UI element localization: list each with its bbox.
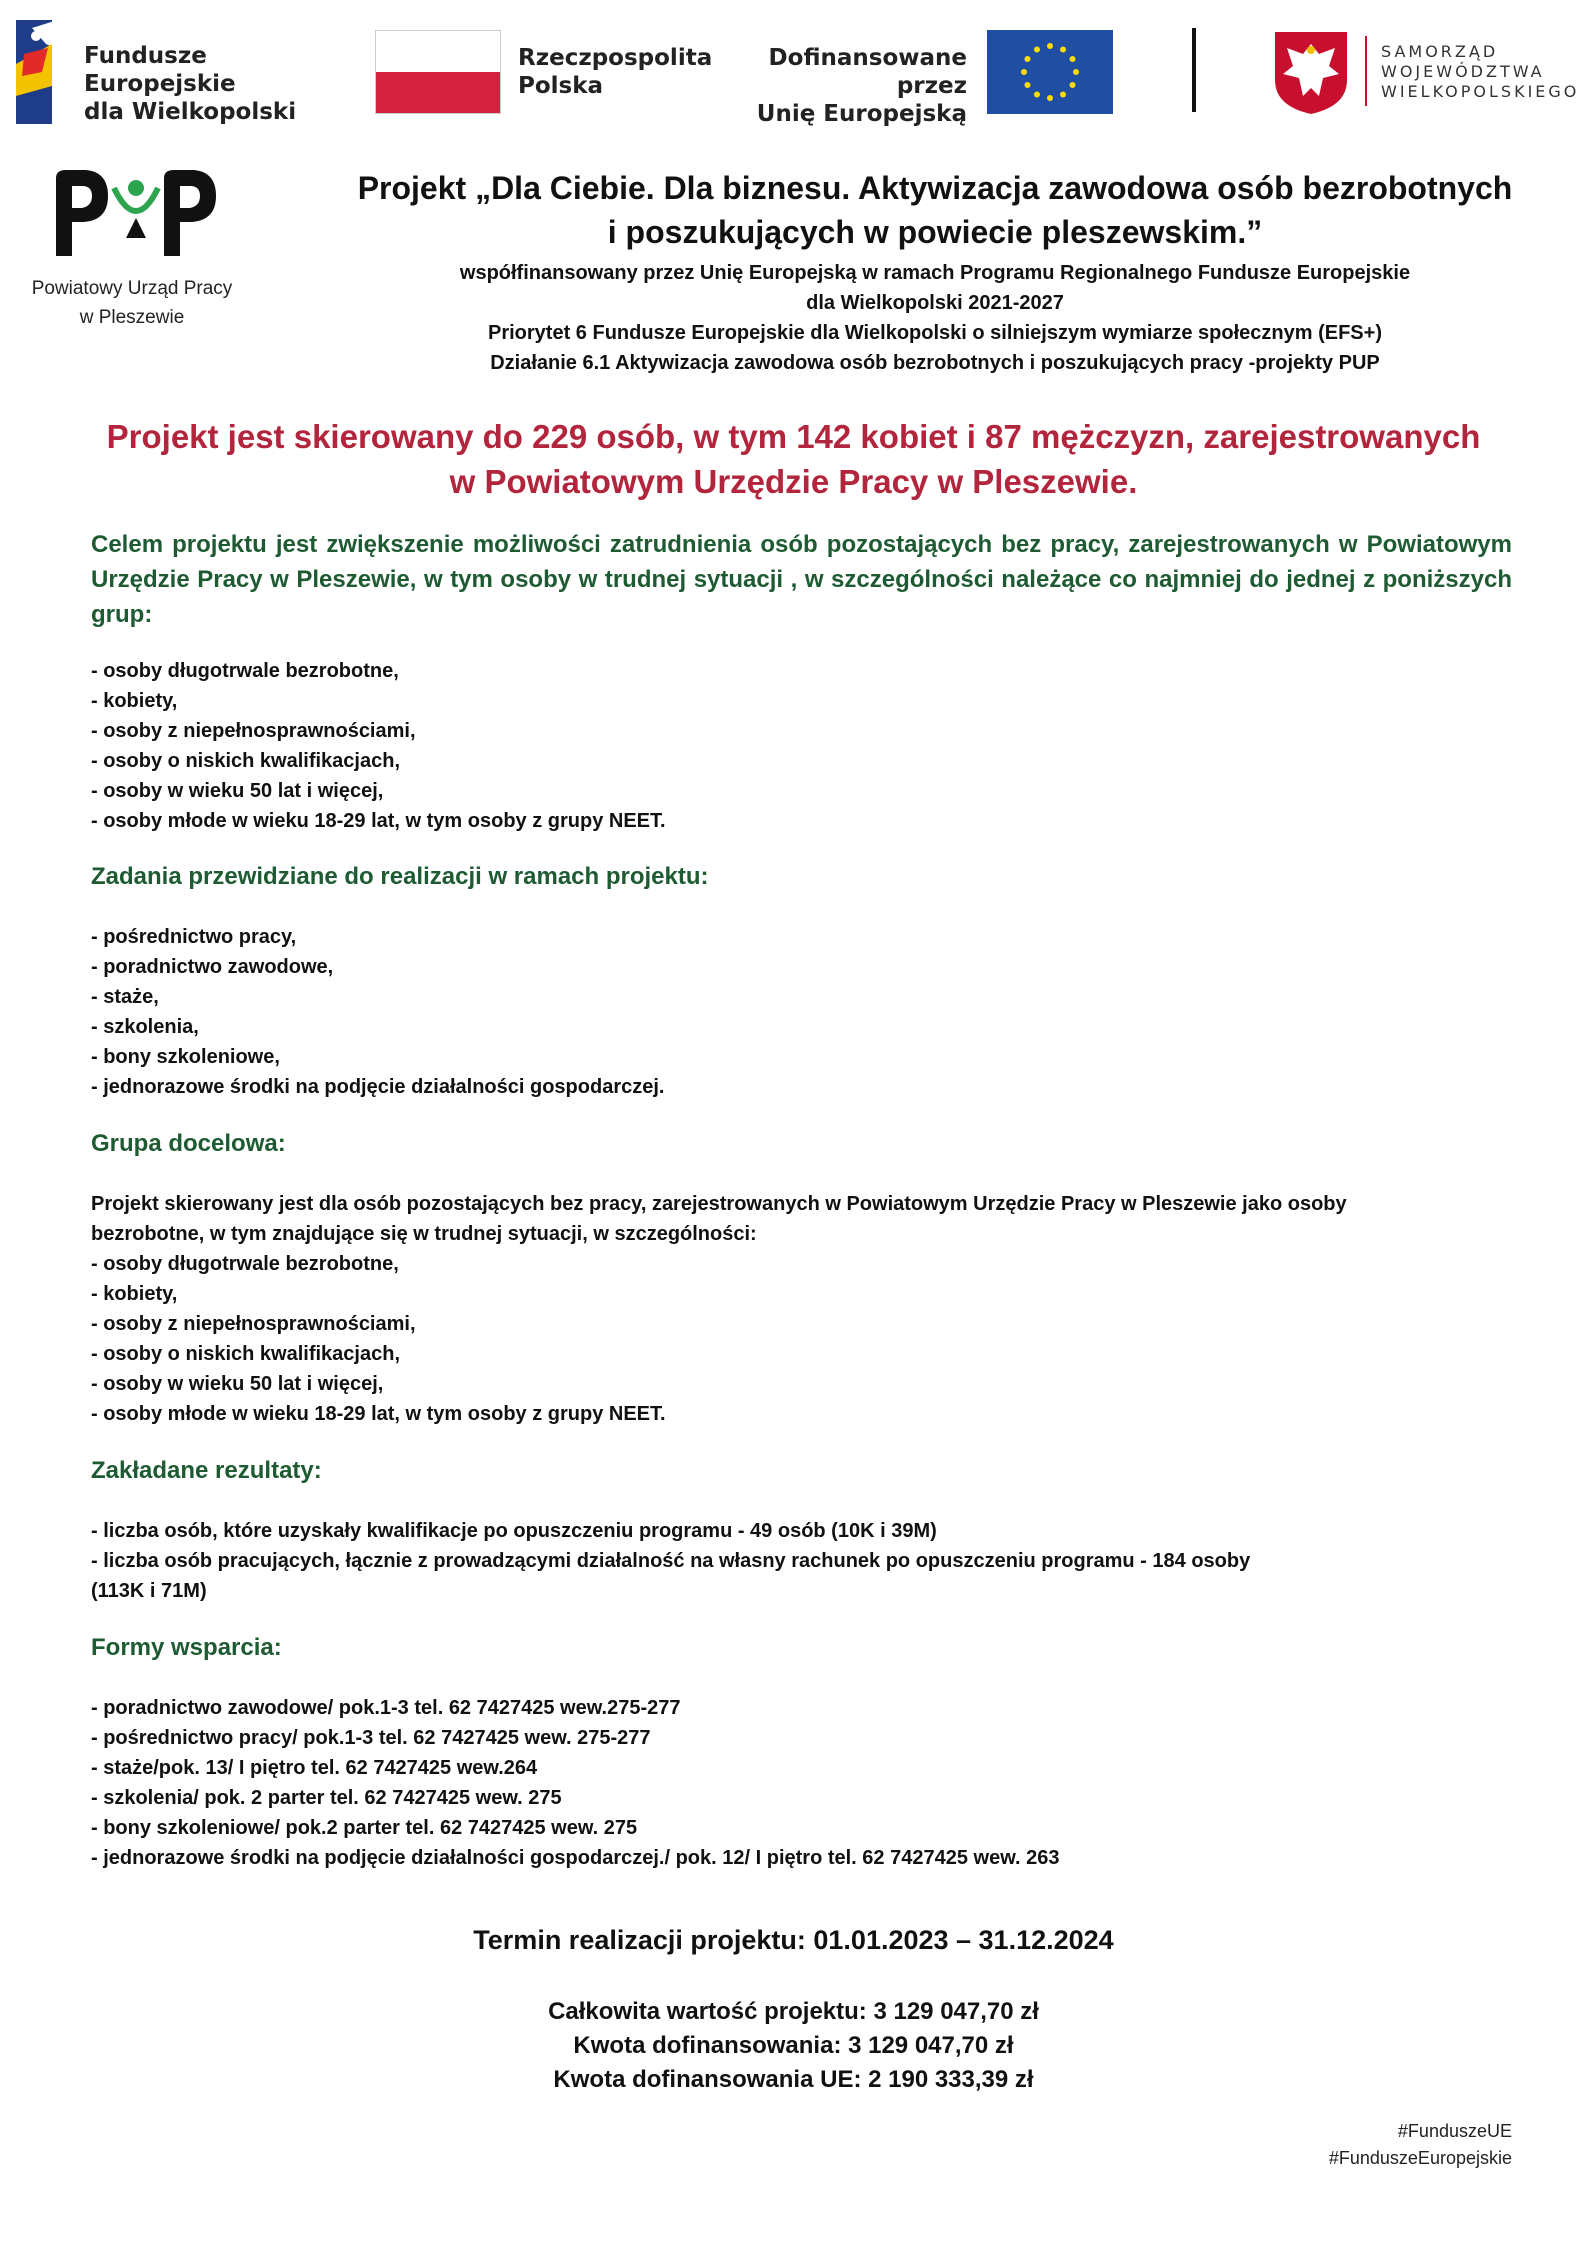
list-item: - szkolenia,: [91, 1016, 199, 1038]
support-heading: Formy wsparcia:: [91, 1634, 282, 1661]
eu-funding-amount: Kwota dofinansowania UE: 2 190 333,39 zł: [553, 2066, 1034, 2093]
results-list: [91, 1516, 1250, 1606]
tasks-heading: Zadania przewidziane do realizacji w ramach projektu:: [91, 863, 709, 890]
eu-flag-icon: [987, 30, 1113, 114]
fe-logo-line: dla Wielkopolski: [84, 99, 297, 125]
fe-logo-icon: [12, 14, 70, 124]
groups-list: [91, 656, 666, 836]
pup-label-line: w Pleszewie: [79, 307, 185, 328]
hashtags: [1329, 2118, 1512, 2172]
finance-block: [40, 1995, 1547, 2097]
list-item: - pośrednictwo pracy,: [91, 926, 297, 948]
samorzad-line: WIELKOPOLSKIEGO: [1381, 82, 1580, 101]
rp-logo-line: Rzeczpospolita: [518, 45, 713, 71]
list-item: - osoby o niskich kwalifikacjach,: [91, 1343, 400, 1365]
eu-logo-line: Unię Europejską: [756, 101, 967, 127]
list-item: - osoby długotrwale bezrobotne,: [91, 1253, 399, 1275]
tasks-list: [91, 922, 664, 1102]
project-title-line: i poszukujących w powiecie pleszewskim.”: [607, 214, 1263, 250]
target-paragraph-line: bezrobotne, w tym znajdujące się w trudnej sytuacji, w szczególności:: [91, 1223, 757, 1245]
hashtag: #FunduszeUE: [1397, 2121, 1512, 2141]
samorzad-logo: [1273, 30, 1580, 116]
rp-logo: [375, 30, 713, 112]
target-block: [91, 1189, 1347, 1429]
project-term: Termin realizacji projektu: 01.01.2023 – 31.12.2024: [473, 1925, 1114, 1955]
polish-flag-icon: [375, 30, 501, 114]
list-item: - osoby z niepełnosprawnościami,: [91, 1313, 416, 1335]
list-item: - bony szkoleniowe,: [91, 1046, 280, 1068]
target-headline-line: w Powiatowym Urzędzie Pracy w Pleszewie.: [449, 463, 1138, 500]
funding-line: współfinansowany przez Unię Europejską w ramach Programu Regionalnego Fundusze Europejskie: [459, 262, 1411, 284]
hashtag: #FunduszeEuropejskie: [1328, 2148, 1512, 2168]
eagle-crest-icon: [1273, 30, 1349, 116]
list-item: - osoby o niskich kwalifikacjach,: [91, 750, 400, 772]
eu-logo-line: Dofinansowane przez: [768, 45, 967, 99]
support-item: - szkolenia/ pok. 2 parter tel. 62 7427425 wew. 275: [91, 1787, 562, 1809]
funding-amount: Kwota dofinansowania: 3 129 047,70 zł: [573, 2032, 1014, 2059]
target-heading: Grupa docelowa:: [91, 1130, 286, 1157]
list-item: - kobiety,: [91, 1283, 178, 1305]
result-line: - liczba osób pracujących, łącznie z prowadzącymi działalność na własny rachunek po opuszczeniu programu - 184 osoby: [91, 1550, 1251, 1572]
action-line: Działanie 6.1 Aktywizacja zawodowa osób bezrobotnych i poszukujących pracy -projekty PUP: [490, 352, 1380, 374]
support-item: - pośrednictwo pracy/ pok.1-3 tel. 62 7427425 wew. 275-277: [91, 1727, 651, 1749]
list-item: - kobiety,: [91, 690, 178, 712]
support-list: [91, 1693, 1060, 1873]
support-item: - jednorazowe środki na podjęcie działalności gospodarczej./ pok. 12/ I piętro tel. 62 7427425 wew. 263: [91, 1847, 1060, 1869]
support-item: - staże/pok. 13/ I piętro tel. 62 7427425 wew.264: [91, 1757, 538, 1779]
total-value: Całkowita wartość projektu: 3 129 047,70 zł: [548, 1998, 1039, 2025]
target-headline-line: Projekt jest skierowany do 229 osób, w tym 142 kobiet i 87 mężczyzn, zarejestrowanych: [106, 418, 1481, 455]
intro-paragraph: Celem projektu jest zwiększenie możliwości zatrudnienia osób pozostających bez pracy, zarejestrowanych w Powiatowym Urzędzie Pracy w Pleszewie, w tym osoby w trudnej sytuacji , w szczególności należące co najmniej do jednej z poniższych grup:: [91, 531, 1512, 628]
list-item: - osoby młode w wieku 18-29 lat, w tym osoby z grupy NEET.: [91, 1403, 666, 1425]
priority-line: Priorytet 6 Fundusze Europejskie dla Wielkopolski o silniejszym wymiarze społecznym (EFS+): [488, 322, 1382, 344]
list-item: - osoby z niepełnosprawnościami,: [91, 720, 416, 742]
crest-divider: [1365, 36, 1367, 106]
support-item: - poradnictwo zawodowe/ pok.1-3 tel. 62 7427425 wew.275-277: [91, 1697, 681, 1719]
list-item: - osoby w wieku 50 lat i więcej,: [91, 1373, 384, 1395]
pup-label-line: Powiatowy Urząd Pracy: [31, 278, 233, 299]
fe-logo-line: Fundusze Europejskie: [84, 43, 236, 97]
eu-logo: [733, 30, 1113, 127]
header-divider: [1192, 28, 1196, 112]
project-title-line: Projekt „Dla Ciebie. Dla biznesu. Aktywizacja zawodowa osób bezrobotnych: [357, 170, 1513, 206]
rp-logo-line: Polska: [518, 73, 604, 99]
results-heading: Zakładane rezultaty:: [91, 1457, 322, 1484]
pup-logo-icon: [42, 168, 222, 260]
result-line: - liczba osób, które uzyskały kwalifikacje po opuszczeniu programu - 49 osób (10K i 39M): [91, 1520, 937, 1542]
samorzad-line: WOJEWÓDZTWA: [1381, 62, 1545, 81]
funding-line: dla Wielkopolski 2021-2027: [806, 292, 1064, 314]
list-item: - osoby w wieku 50 lat i więcej,: [91, 780, 384, 802]
result-line: (113K i 71M): [91, 1580, 207, 1602]
list-item: - jednorazowe środki na podjęcie działalności gospodarczej.: [91, 1076, 665, 1098]
list-item: - osoby młode w wieku 18-29 lat, w tym osoby z grupy NEET.: [91, 810, 666, 832]
fe-logo: [12, 14, 342, 124]
support-item: - bony szkoleniowe/ pok.2 parter tel. 62 7427425 wew. 275: [91, 1817, 638, 1839]
list-item: - staże,: [91, 986, 159, 1008]
pup-logo: [14, 168, 250, 338]
samorzad-line: SAMORZĄD: [1381, 42, 1499, 61]
list-item: - osoby długotrwale bezrobotne,: [91, 660, 399, 682]
target-paragraph-line: Projekt skierowany jest dla osób pozostających bez pracy, zarejestrowanych w Powiatowym Urzędzie Pracy w Pleszewie jako osoby: [91, 1193, 1347, 1215]
list-item: - poradnictwo zawodowe,: [91, 956, 334, 978]
